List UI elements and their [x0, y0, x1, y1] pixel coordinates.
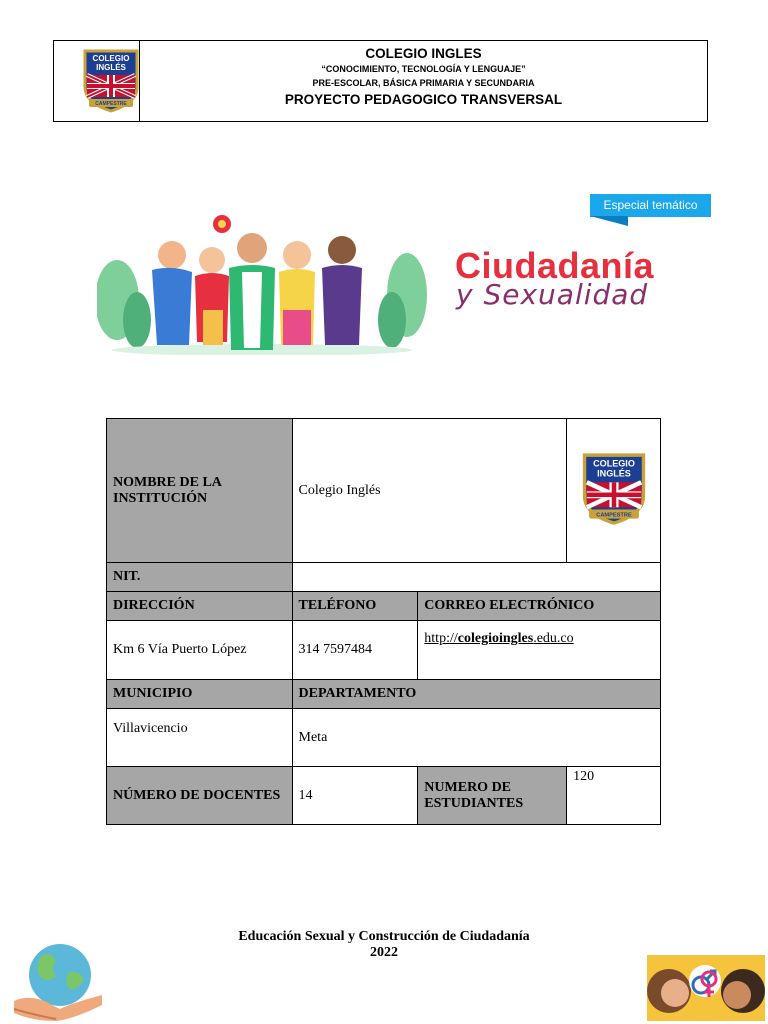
address-value: Km 6 Vía Puerto López [107, 621, 293, 680]
nit-value [292, 563, 660, 592]
institution-label: NOMBRE DE LA INSTITUCIÓN [107, 419, 293, 563]
docentes-label: NÚMERO DE DOCENTES [107, 767, 293, 825]
table-row [107, 592, 661, 621]
address-label: DIRECCIÓN [107, 592, 293, 621]
crest-ribbon: CAMPESTRE [595, 512, 632, 519]
crest-label-2: INGLÉS [596, 468, 631, 479]
phone-label: TELÉFONO [292, 592, 418, 621]
nit-label: NIT. [107, 563, 293, 592]
school-levels: PRE-ESCOLAR, BÁSICA PRIMARIA Y SECUNDARIA [312, 78, 535, 88]
institution-value: Colegio Inglés [292, 419, 567, 563]
crest-label-2: INGLÉS [96, 63, 126, 72]
departamento-value: Meta [292, 709, 660, 767]
estudiantes-label: NUMERO DE ESTUDIANTES [418, 767, 567, 825]
crest-label-1: COLEGIO [92, 54, 130, 63]
estudiantes-value: 120 [567, 767, 661, 825]
school-crest-icon [81, 47, 141, 113]
docentes-value: 14 [292, 767, 418, 825]
table-row [107, 621, 661, 680]
municipio-value: Villavicencio [107, 709, 293, 767]
table-row [107, 767, 661, 825]
document-header [53, 40, 708, 122]
special-topic-badge: Especial temático [590, 194, 711, 217]
table-row [107, 419, 661, 563]
group-people-illustration [97, 210, 427, 355]
banner-title-sexualidad: y Sexualidad [456, 278, 649, 311]
header-text [140, 41, 707, 107]
banner-title-ciudadania: Ciudadanía [455, 245, 655, 286]
header-logo-cell [54, 41, 140, 121]
project-title: PROYECTO PEDAGOGICO TRANSVERSAL [284, 92, 563, 107]
school-name: COLEGIO INGLES [365, 46, 482, 61]
footer-year: 2022 [370, 945, 398, 960]
institution-info-table [106, 418, 661, 825]
email-label: CORREO ELECTRÓNICO [418, 592, 661, 621]
globe-hands-icon [12, 943, 104, 1023]
institution-logo-cell [567, 419, 661, 563]
municipio-label: MUNICIPIO [107, 680, 293, 709]
table-row [107, 680, 661, 709]
school-motto: “CONOCIMIENTO, TECNOLOGÍA Y LENGUAJE” [321, 64, 526, 74]
email-domain: colegioingles [457, 631, 534, 646]
departamento-label: DEPARTAMENTO [292, 680, 660, 709]
email-prefix: http:// [424, 631, 458, 646]
crest-label-1: COLEGIO [592, 458, 635, 469]
email-link[interactable] [424, 631, 573, 646]
email-suffix: .edu.co [533, 631, 574, 646]
table-row [107, 709, 661, 767]
footer-title: Educación Sexual y Construcción de Ciudadanía [238, 929, 530, 944]
crest-ribbon: CAMPESTRE [95, 101, 127, 107]
gender-symbols-illustration [647, 955, 765, 1021]
school-crest-icon [580, 450, 648, 526]
table-row [107, 563, 661, 592]
badge-tail [590, 216, 628, 226]
email-value[interactable] [418, 621, 661, 680]
phone-value: 314 7597484 [292, 621, 418, 680]
